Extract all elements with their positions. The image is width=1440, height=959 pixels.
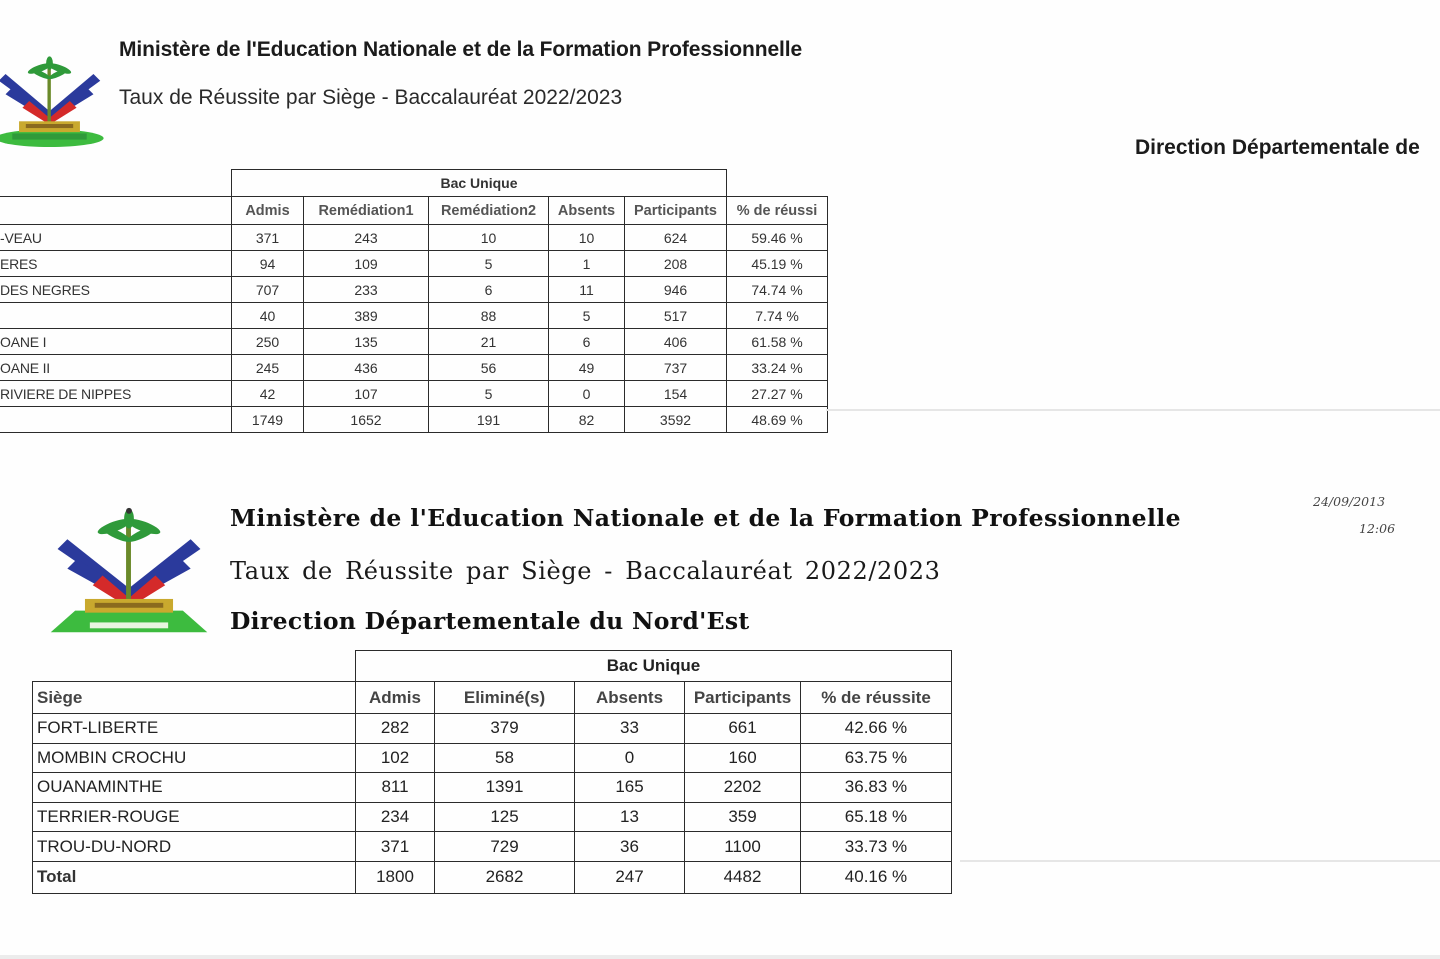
table-total-row [33,861,952,893]
coat-of-arms-graphic [51,508,208,632]
cell-participants: 661 [685,714,801,744]
cell-remediation1: 135 [304,329,429,355]
cell-admis: 811 [356,773,435,803]
cell-participants: 2202 [685,773,801,803]
cell-remediation1: 389 [304,303,429,329]
cell-admis: 94 [232,251,304,277]
report-title: Taux de Réussite par Siège - Baccalauréat 2022/2023 [119,86,623,109]
table-row [33,743,952,773]
report-title: Taux de Réussite par Siège - Baccalauréat 2022/2023 [230,557,941,585]
column-header-siege [0,197,232,225]
column-header-absents: Absents [575,682,685,714]
column-header-admis: Admis [356,682,435,714]
cell-siege: TERRIER-ROUGE [33,802,356,832]
cell-remediation2: 88 [429,303,549,329]
cell-remediation1: 233 [304,277,429,303]
cell-remediation2: 6 [429,277,549,303]
cell-pct: 61.58 % [727,329,828,355]
cell-elimines: 379 [435,714,575,744]
cell-participants: 1100 [685,832,801,862]
empty-cell [727,170,828,197]
cell-remediation1: 109 [304,251,429,277]
cell-elimines: 1391 [435,773,575,803]
cell-remediation2: 5 [429,251,549,277]
cell-siege: TROU-DU-NORD [33,832,356,862]
column-header-siege: Siège [33,682,356,714]
cell-participants: 517 [625,303,727,329]
cell-pct: 59.46 % [727,225,828,251]
cell-participants-total: 4482 [685,861,801,893]
cell-participants: 624 [625,225,727,251]
band-title: Bac Unique [356,651,952,682]
cell-siege: DES NEGRES [0,277,232,303]
table-row [0,355,828,381]
empty-cell [33,651,356,682]
table-band-row [33,651,952,682]
table-row [0,225,828,251]
cell-remediation1: 436 [304,355,429,381]
cell-siege: OANE II [0,355,232,381]
cell-absents: 0 [549,381,625,407]
direction-heading: Direction Départementale de [1135,136,1420,159]
column-header-elimines: Eliminé(s) [435,682,575,714]
cell-elimines: 125 [435,802,575,832]
column-header-admis: Admis [232,197,304,225]
cell-absents: 10 [549,225,625,251]
cell-participants: 208 [625,251,727,277]
cell-absents: 1 [549,251,625,277]
table-row [0,329,828,355]
band-title: Bac Unique [232,170,727,197]
cell-admis-total: 1749 [232,407,304,433]
cell-absents-total: 82 [549,407,625,433]
cell-pct: 63.75 % [801,743,952,773]
table-row [0,251,828,277]
print-time: 12:06 [1359,521,1396,536]
cell-absents-total: 247 [575,861,685,893]
cell-absents: 33 [575,714,685,744]
cell-pct: 27.27 % [727,381,828,407]
cell-siege [0,407,232,433]
cell-absents: 0 [575,743,685,773]
print-date: 24/09/2013 [1313,494,1386,509]
cell-admis: 371 [356,832,435,862]
cell-remediation1-total: 1652 [304,407,429,433]
cell-pct: 42.66 % [801,714,952,744]
table-row [0,381,828,407]
cell-siege: OANE I [0,329,232,355]
cell-admis: 250 [232,329,304,355]
cell-admis: 42 [232,381,304,407]
cell-participants: 359 [685,802,801,832]
cell-absents: 36 [575,832,685,862]
cell-participants: 946 [625,277,727,303]
table-row [33,832,952,862]
coat-of-arms-graphic [0,56,104,147]
cell-admis: 234 [356,802,435,832]
column-header-absents: Absents [549,197,625,225]
page-separator [960,860,1440,862]
cell-pct: 65.18 % [801,802,952,832]
results-table-bottom [32,650,952,894]
cell-siege: MOMBIN CROCHU [33,743,356,773]
table-total-row [0,407,828,433]
cell-siege-total: Total [33,861,356,893]
haiti-coat-of-arms-icon [0,40,107,162]
direction-heading: Direction Départementale du Nord'Est [230,607,750,635]
table-row [33,802,952,832]
cell-absents: 49 [549,355,625,381]
cell-participants: 737 [625,355,727,381]
cell-pct-total: 48.69 % [727,407,828,433]
cell-remediation2: 10 [429,225,549,251]
cell-siege: ERES [0,251,232,277]
cell-pct: 45.19 % [727,251,828,277]
column-header-pct-reussite: % de réussi [727,197,828,225]
column-header-remediation1: Remédiation1 [304,197,429,225]
cell-remediation2-total: 191 [429,407,549,433]
cell-elimines: 729 [435,832,575,862]
cell-admis: 102 [356,743,435,773]
cell-pct: 33.73 % [801,832,952,862]
empty-cell [0,170,232,197]
cell-admis: 282 [356,714,435,744]
cell-admis: 371 [232,225,304,251]
table-row [33,773,952,803]
results-table-top [0,169,828,433]
cell-participants: 406 [625,329,727,355]
cell-remediation1: 107 [304,381,429,407]
column-header-participants: Participants [685,682,801,714]
cell-admis-total: 1800 [356,861,435,893]
table-header-row [33,682,952,714]
cell-absents: 6 [549,329,625,355]
cell-absents: 13 [575,802,685,832]
haiti-coat-of-arms-icon [44,505,214,642]
cell-admis: 40 [232,303,304,329]
cell-pct: 36.83 % [801,773,952,803]
cell-siege: OUANAMINTHE [33,773,356,803]
table-band-row [0,170,828,197]
cell-elimines-total: 2682 [435,861,575,893]
table-row [0,303,828,329]
cell-admis: 707 [232,277,304,303]
cell-participants-total: 3592 [625,407,727,433]
cell-pct-total: 40.16 % [801,861,952,893]
cell-remediation1: 243 [304,225,429,251]
cell-absents: 11 [549,277,625,303]
cell-remediation2: 56 [429,355,549,381]
cell-absents: 165 [575,773,685,803]
cell-siege: RIVIERE DE NIPPES [0,381,232,407]
cell-pct: 74.74 % [727,277,828,303]
table-header-row [0,197,828,225]
cell-siege [0,303,232,329]
page-separator [826,409,1440,411]
cell-remediation2: 21 [429,329,549,355]
cell-admis: 245 [232,355,304,381]
cell-participants: 154 [625,381,727,407]
cell-pct: 33.24 % [727,355,828,381]
page-bottom-edge [0,955,1440,959]
cell-siege: FORT-LIBERTE [33,714,356,744]
cell-pct: 7.74 % [727,303,828,329]
table-row [0,277,828,303]
cell-remediation2: 5 [429,381,549,407]
ministry-heading: Ministère de l'Education Nationale et de la Formation Professionnelle [119,38,803,61]
column-header-pct-reussite: % de réussite [801,682,952,714]
column-header-participants: Participants [625,197,727,225]
cell-participants: 160 [685,743,801,773]
cell-siege: -VEAU [0,225,232,251]
column-header-remediation2: Remédiation2 [429,197,549,225]
table-row [33,714,952,744]
ministry-heading: Ministère de l'Education Nationale et de la Formation Professionnelle [230,504,1181,532]
cell-elimines: 58 [435,743,575,773]
cell-absents: 5 [549,303,625,329]
